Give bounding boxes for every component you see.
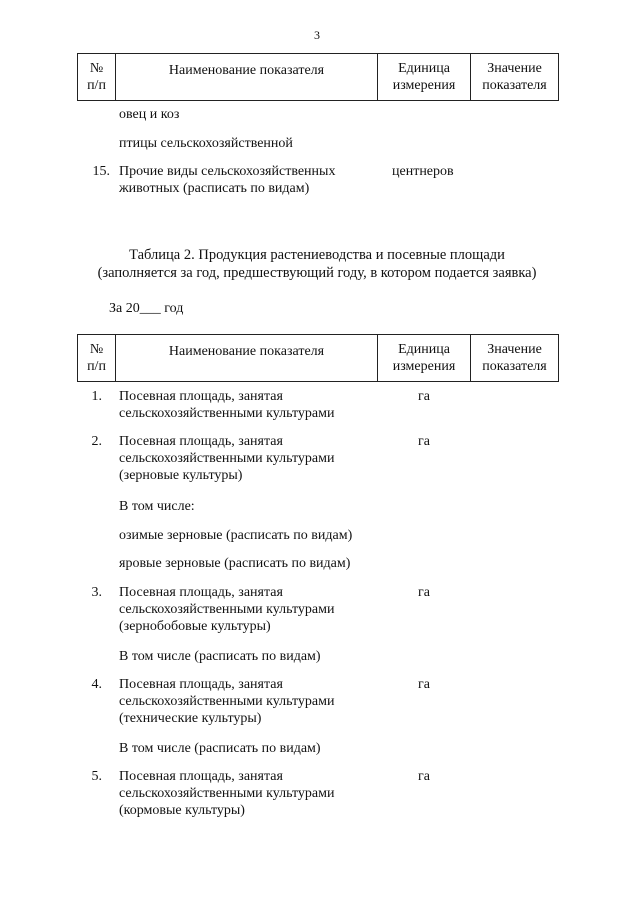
table-2-title: Таблица 2. Продукция растениеводства и посевные площади (129, 247, 505, 263)
header-value-line1: Значение (487, 61, 542, 76)
row-15-name-line1: Прочие виды сельскохозяйственных (119, 164, 336, 179)
row-3-name (119, 584, 335, 635)
list-item-poultry: птицы сельскохозяйственной (119, 136, 293, 151)
row-5-name (119, 768, 335, 819)
year-line: За 20___ год (109, 301, 184, 316)
row-2-name-line3: (зерновые культуры) (119, 468, 243, 483)
row-2-sub-winter: озимые зерновые (расписать по видам) (119, 528, 353, 543)
row-4-name-line2: сельскохозяйственными культурами (119, 694, 335, 709)
table-header-2 (77, 334, 559, 382)
row-3-name-line3: (зернобобовые культуры) (119, 619, 271, 634)
row-4-name-line3: (технические культуры) (119, 711, 262, 726)
row-2-name-line1: Посевная площадь, занятая (119, 434, 283, 449)
header-col-name (116, 335, 378, 382)
header-num-line1: № (89, 342, 104, 357)
row-1-number: 1. (91, 389, 102, 404)
row-5-name-line3: (кормовые культуры) (119, 803, 245, 818)
row-2-sub-intro: В том числе: (119, 499, 195, 514)
row-2-sub-spring: яровые зерновые (расписать по видам) (119, 556, 351, 571)
row-2-name (119, 433, 335, 484)
row-4-number: 4. (91, 677, 102, 692)
row-2-name-line2: сельскохозяйственными культурами (119, 451, 335, 466)
list-item-sheep-goats: овец и коз (119, 107, 180, 122)
row-3-sub: В том числе (расписать по видам) (119, 649, 321, 664)
row-3-number: 3. (91, 585, 102, 600)
table-2-subtitle: (заполняется за год, предшествующий году, в котором подается заявка) (97, 265, 537, 281)
row-5-unit: га (418, 769, 430, 784)
header-value-line1: Значение (487, 342, 542, 357)
header-num-line2: п/п (87, 78, 106, 93)
header-name-label: Наименование показателя (168, 344, 325, 359)
page-number: 3 (314, 28, 320, 42)
header-num-line2: п/п (87, 359, 106, 374)
row-4-sub: В том числе (расписать по видам) (119, 741, 321, 756)
row-3-name-line1: Посевная площадь, занятая (119, 585, 283, 600)
header-unit-line1: Единица (398, 61, 450, 76)
header-col-num (78, 335, 116, 382)
row-5-number: 5. (91, 769, 102, 784)
header-name-label: Наименование показателя (168, 63, 325, 78)
header-unit-line2: измерения (392, 359, 456, 374)
header-unit-line1: Единица (398, 342, 450, 357)
row-1-name-line1: Посевная площадь, занятая (119, 389, 283, 404)
row-4-unit: га (418, 677, 430, 692)
header-col-name (116, 54, 378, 101)
header-value-line2: показателя (482, 359, 547, 374)
row-2-unit: га (418, 434, 430, 449)
row-4-name (119, 676, 335, 727)
row-15-name-line2: животных (расписать по видам) (119, 181, 310, 196)
row-5-name-line1: Посевная площадь, занятая (119, 769, 283, 784)
row-2-number: 2. (91, 434, 102, 449)
header-col-unit (378, 54, 471, 101)
row-3-name-line2: сельскохозяйственными культурами (119, 602, 335, 617)
table-header-1 (77, 53, 559, 101)
row-4-name-line1: Посевная площадь, занятая (119, 677, 283, 692)
row-1-name-line2: сельскохозяйственными культурами (119, 406, 335, 421)
header-unit-line2: измерения (392, 78, 456, 93)
row-3-unit: га (418, 585, 430, 600)
row-1-unit: га (418, 389, 430, 404)
row-5-name-line2: сельскохозяйственными культурами (119, 786, 335, 801)
row-1-name (119, 388, 335, 422)
row-15-unit: центнеров (392, 164, 454, 179)
header-value-line2: показателя (482, 78, 547, 93)
row-15-number: 15. (92, 164, 110, 179)
header-col-num (78, 54, 116, 101)
header-col-unit (378, 335, 471, 382)
row-15-name (119, 163, 335, 197)
header-col-value (471, 335, 559, 382)
header-num-line1: № (89, 61, 104, 76)
header-col-value (471, 54, 559, 101)
